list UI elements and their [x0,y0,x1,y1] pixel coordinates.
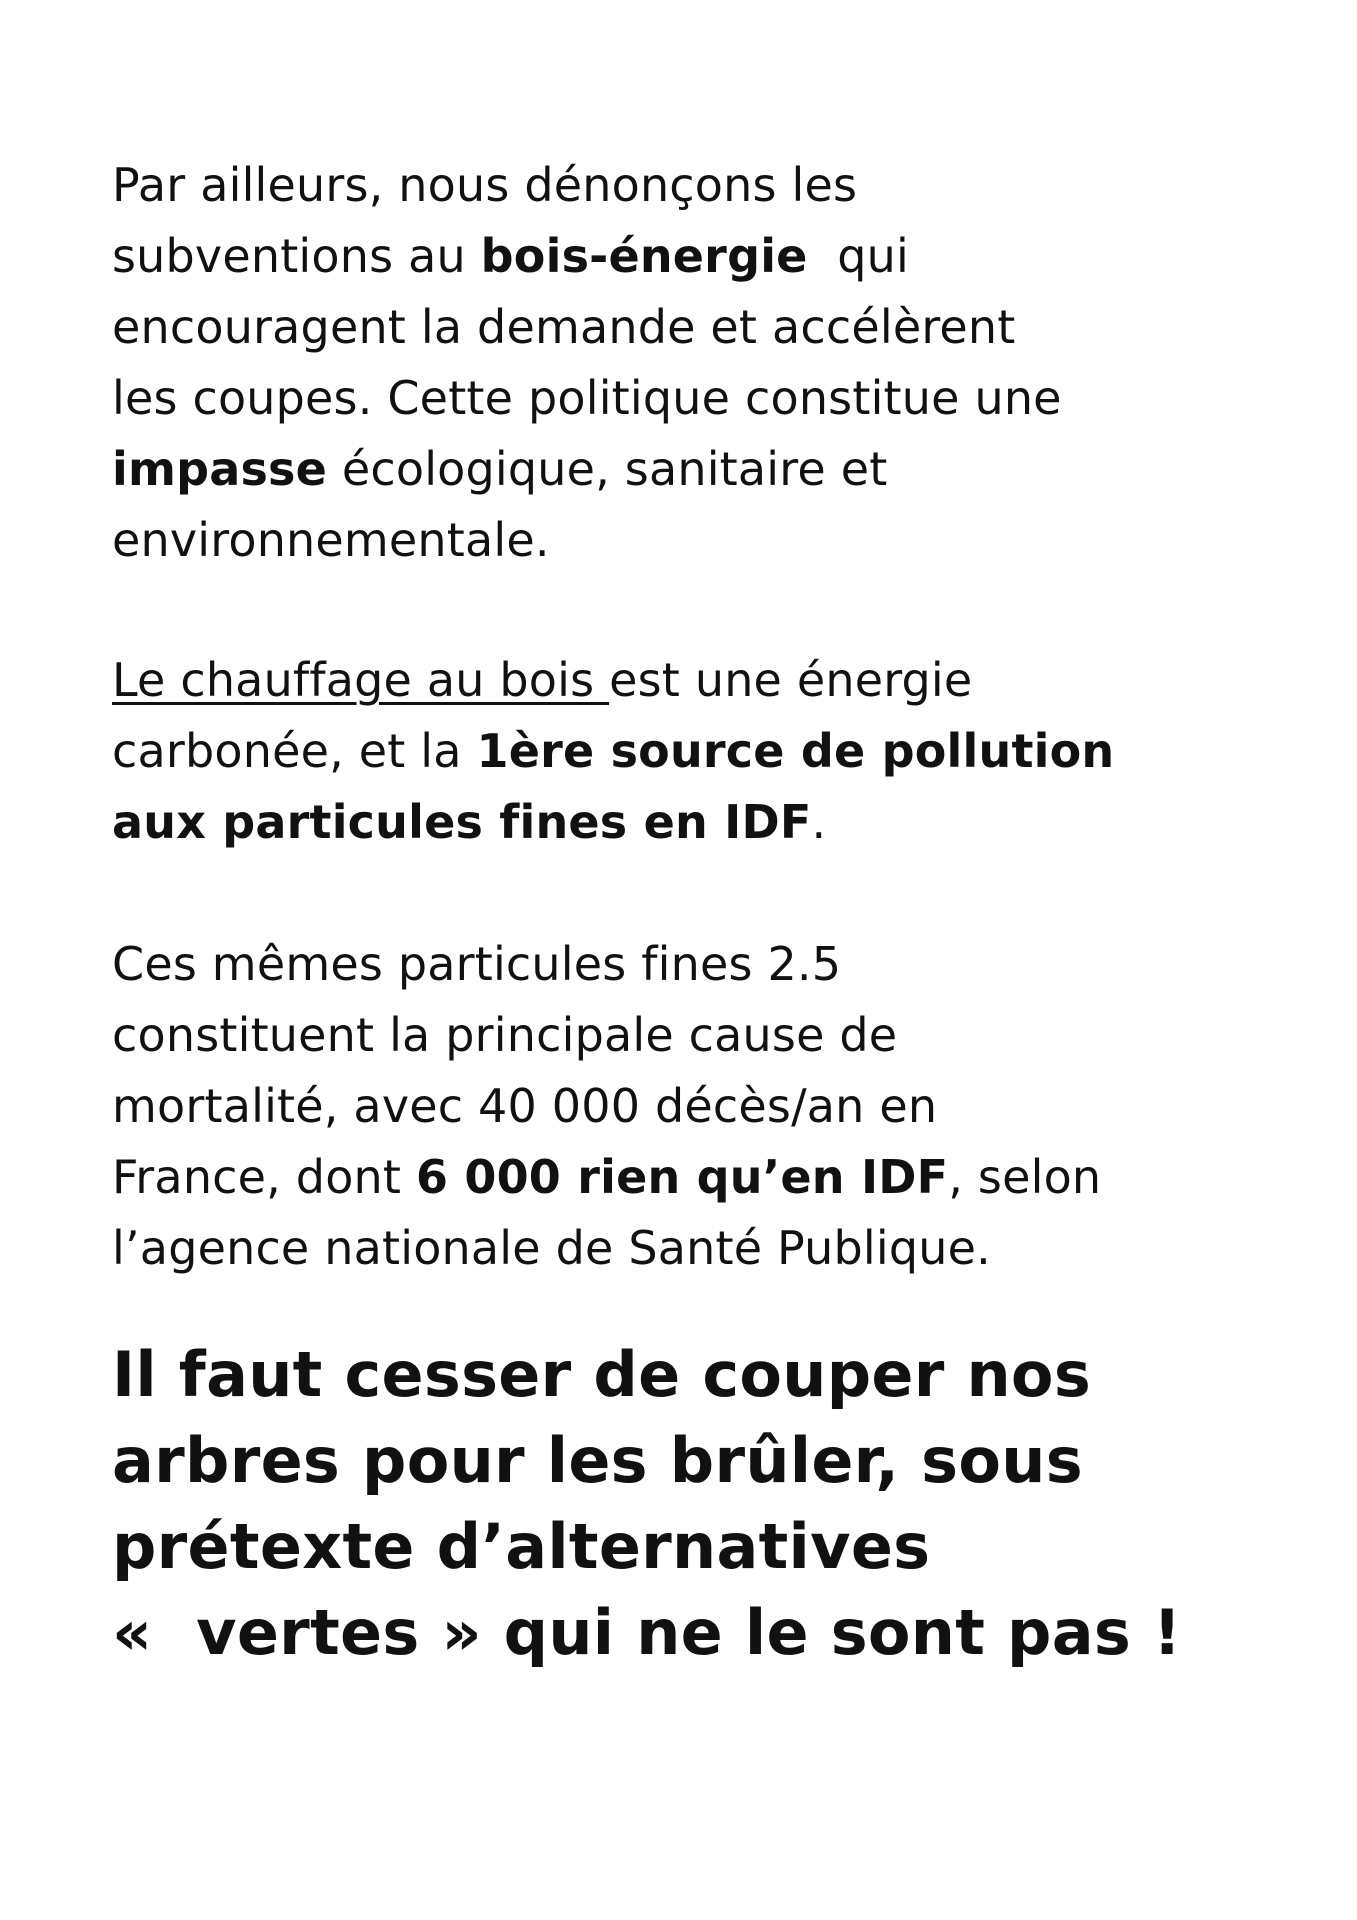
bold-text: 1ère source de pollution [476,724,1115,778]
underlined-text: Le chauffage au bois [112,653,610,707]
headline-line: arbres pour les brûler, sous [112,1424,1083,1497]
headline-line: Il faut cesser de couper nos [112,1338,1092,1411]
text-line: l’agence nationale de Santé Publique. [112,1221,991,1275]
text-line: encouragent la demande et accélèrent [112,300,1016,354]
text-line: subventions au [112,229,481,283]
document-page [112,150,1312,1676]
text-line: . [811,795,827,849]
text-line: Par ailleurs, nous dénonçons les [112,158,858,212]
text-line: mortalité, avec 40 000 décès/an en [112,1079,938,1133]
text-line: carbonée, et la [112,724,477,778]
text-line: est une énergie [609,653,973,707]
headline-line: prétexte d’alternatives [112,1510,931,1583]
headline [112,1332,1312,1676]
bold-text: bois-énergie [480,229,808,283]
bold-text: 6 000 rien qu’en IDF [415,1150,949,1204]
text-line: Ces mêmes particules fines 2.5 [112,937,842,991]
text-line: qui [807,229,909,283]
paragraph-mortality [112,929,1312,1284]
paragraph-subsidies [112,150,1312,576]
text-line: France, dont [112,1150,416,1204]
bold-text: impasse [112,442,328,496]
bold-text: aux particules fines en IDF [112,795,812,849]
text-line: , selon [948,1150,1102,1204]
headline-line: « vertes » qui ne le sont pas ! [112,1596,1182,1669]
paragraph-wood-heating [112,645,1312,858]
text-line: constituent la principale cause de [112,1008,898,1062]
text-line: les coupes. Cette politique constitue une [112,371,1062,425]
text-line: écologique, sanitaire et [327,442,888,496]
text-line: environnementale. [112,513,550,567]
